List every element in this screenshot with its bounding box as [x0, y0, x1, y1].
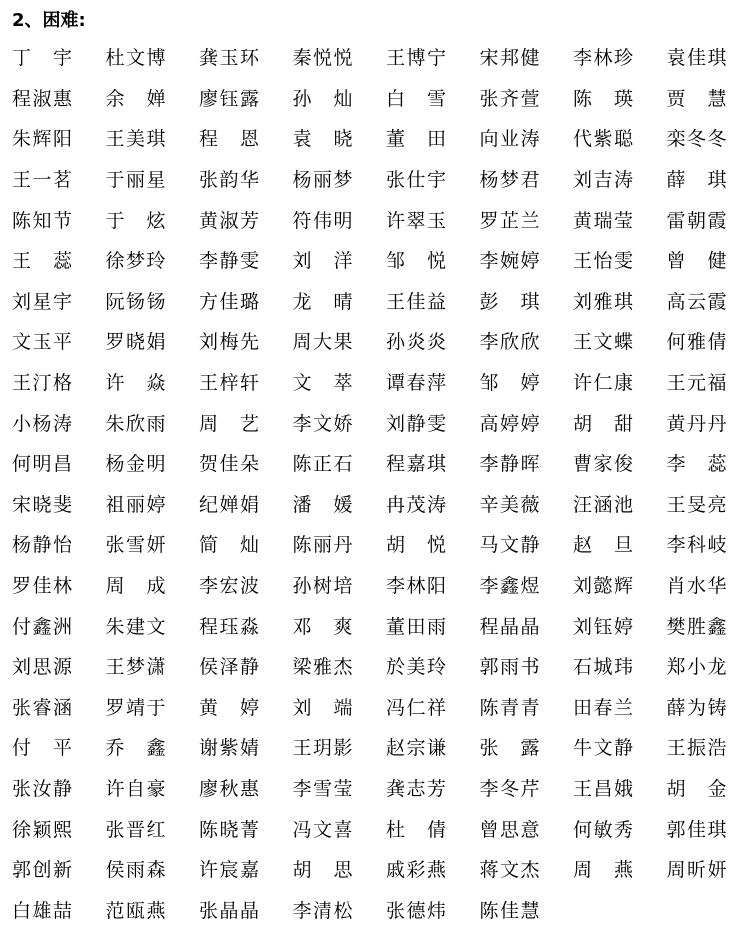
name-entry: 黄淑芳 — [199, 209, 259, 232]
name-entry: 刘雅琪 — [573, 290, 633, 313]
name-entry: 马文静 — [479, 534, 540, 557]
name-entry: 宋晓斐 — [12, 493, 72, 516]
name-entry: 王美琪 — [105, 128, 166, 151]
name-entry: 陈正石 — [292, 453, 353, 476]
name-entry: 李林阳 — [386, 575, 446, 598]
name-entry: 小杨涛 — [12, 412, 72, 435]
name-entry: 简 灿 — [199, 534, 259, 557]
name-entry: 赵宗谦 — [386, 737, 446, 760]
name-entry: 方佳璐 — [199, 290, 259, 313]
name-entry: 程 恩 — [199, 128, 259, 151]
name-entry: 王梓轩 — [199, 372, 259, 395]
name-entry: 李静雯 — [199, 250, 259, 273]
name-entry: 袁 晓 — [292, 128, 353, 151]
name-entry: 冯文喜 — [292, 818, 353, 841]
name-entry: 刘懿辉 — [573, 575, 633, 598]
name-entry: 雷朝霞 — [666, 209, 727, 232]
section-heading: 2、困难: — [12, 10, 86, 31]
name-entry: 代紫聪 — [573, 128, 633, 151]
name-entry: 何敏秀 — [573, 818, 633, 841]
name-entry: 张仕宇 — [386, 169, 446, 192]
name-entry: 王文蝶 — [573, 331, 633, 354]
name-entry: 谭春萍 — [386, 372, 446, 395]
name-entry: 杜 倩 — [386, 818, 446, 841]
name-entry: 李 蕊 — [666, 453, 727, 476]
name-entry: 孙炎炎 — [386, 331, 446, 354]
name-entry: 罗佳林 — [12, 575, 72, 598]
name-entry: 陈知节 — [12, 209, 72, 232]
name-entry: 黄丹丹 — [666, 412, 727, 435]
name-entry: 胡 悦 — [386, 534, 446, 557]
name-entry: 谢紫婧 — [199, 737, 259, 760]
name-entry: 樊胜鑫 — [666, 615, 727, 638]
name-entry: 祖丽婷 — [105, 493, 166, 516]
name-entry: 肖水华 — [666, 575, 727, 598]
name-entry: 牛文静 — [573, 737, 633, 760]
name-entry: 余 婵 — [105, 87, 166, 110]
name-entry: 张 露 — [479, 737, 540, 760]
name-entry: 陈晓菁 — [199, 818, 259, 841]
name-entry: 朱辉阳 — [12, 128, 72, 151]
name-entry: 高云霞 — [666, 290, 727, 313]
name-entry: 宋邦健 — [479, 47, 540, 70]
name-entry: 白雄喆 — [12, 899, 72, 922]
name-entry: 周 燕 — [573, 859, 633, 882]
name-entry: 曾思意 — [479, 818, 540, 841]
name-entry: 何雅倩 — [666, 331, 727, 354]
name-entry: 李林珍 — [573, 47, 633, 70]
name-entry: 范瓯燕 — [105, 899, 166, 922]
name-entry: 乔 鑫 — [105, 737, 166, 760]
name-entry: 张晋红 — [105, 818, 166, 841]
name-entry: 许自豪 — [105, 777, 166, 800]
name-entry: 刘思源 — [12, 656, 72, 679]
name-entry: 王一茗 — [12, 169, 72, 192]
name-entry: 龙 晴 — [292, 290, 353, 313]
name-entry: 李清松 — [292, 899, 353, 922]
name-entry: 程晶晶 — [479, 615, 540, 638]
name-entry: 罗晓娟 — [105, 331, 166, 354]
name-entry: 黄瑞莹 — [573, 209, 633, 232]
name-entry: 李雪莹 — [292, 777, 353, 800]
name-entry: 郭创新 — [12, 859, 72, 882]
name-entry: 王元福 — [666, 372, 727, 395]
name-entry: 邹 婷 — [479, 372, 540, 395]
name-entry: 李宏波 — [199, 575, 259, 598]
name-entry: 张睿涵 — [12, 696, 72, 719]
name-entry: 李静晖 — [479, 453, 540, 476]
name-entry: 孙 灿 — [292, 87, 353, 110]
name-entry: 罗靖于 — [105, 696, 166, 719]
name-entry: 薛为铸 — [666, 696, 727, 719]
name-entry: 李欣欣 — [479, 331, 540, 354]
name-entry: 冉茂涛 — [386, 493, 446, 516]
name-entry: 董 田 — [386, 128, 446, 151]
name-entry: 刘梅先 — [199, 331, 259, 354]
name-entry: 郑小龙 — [666, 656, 727, 679]
name-entry: 王 蕊 — [12, 250, 72, 273]
name-entry: 廖秋惠 — [199, 777, 259, 800]
name-entry: 纪婵娟 — [199, 493, 259, 516]
name-entry: 张晶晶 — [199, 899, 259, 922]
name-entry: 刘 洋 — [292, 250, 353, 273]
name-entry: 刘钰婷 — [573, 615, 633, 638]
name-entry: 刘吉涛 — [573, 169, 633, 192]
name-entry: 王怡雯 — [573, 250, 633, 273]
name-entry: 张齐萱 — [479, 87, 540, 110]
name-entry: 罗芷兰 — [479, 209, 540, 232]
name-entry: 赵 旦 — [573, 534, 633, 557]
name-entry: 何明昌 — [12, 453, 72, 476]
name-entry: 程淑惠 — [12, 87, 72, 110]
name-entry: 侯泽静 — [199, 656, 259, 679]
name-entry: 周 成 — [105, 575, 166, 598]
name-entry: 王梦潇 — [105, 656, 166, 679]
name-entry: 王佳益 — [386, 290, 446, 313]
name-entry: 石城玮 — [573, 656, 633, 679]
name-entry: 贺佳朵 — [199, 453, 259, 476]
name-entry: 於美玲 — [386, 656, 446, 679]
name-entry: 朱建文 — [105, 615, 166, 638]
name-entry: 李冬芹 — [479, 777, 540, 800]
name-entry: 向业涛 — [479, 128, 540, 151]
name-entry: 曹家俊 — [573, 453, 633, 476]
name-entry: 王玥影 — [292, 737, 353, 760]
name-entry: 周 艺 — [199, 412, 259, 435]
name-entry: 杨金明 — [105, 453, 166, 476]
name-entry: 田春兰 — [573, 696, 633, 719]
name-entry: 程珏淼 — [199, 615, 259, 638]
name-entry: 许翠玉 — [386, 209, 446, 232]
name-entry: 于丽星 — [105, 169, 166, 192]
name-entry: 辛美薇 — [479, 493, 540, 516]
name-entry: 刘星宇 — [12, 290, 72, 313]
name-entry: 杨丽梦 — [292, 169, 353, 192]
name-entry: 汪涵池 — [573, 493, 633, 516]
name-entry: 陈青青 — [479, 696, 540, 719]
name-entry: 王博宁 — [386, 47, 446, 70]
name-entry: 杜文博 — [105, 47, 166, 70]
name-entry: 程嘉琪 — [386, 453, 446, 476]
name-entry: 王昌娥 — [573, 777, 633, 800]
name-entry: 文 萃 — [292, 372, 353, 395]
name-entry: 郭雨书 — [479, 656, 540, 679]
name-entry: 王汀格 — [12, 372, 72, 395]
name-entry: 刘静雯 — [386, 412, 446, 435]
name-entry: 朱欣雨 — [105, 412, 166, 435]
name-entry: 龚志芳 — [386, 777, 446, 800]
name-entry: 符伟明 — [292, 209, 353, 232]
name-entry: 陈佳慧 — [479, 899, 540, 922]
name-entry: 许仁康 — [573, 372, 633, 395]
name-entry: 廖钰露 — [199, 87, 259, 110]
name-entry: 丁 宇 — [12, 47, 72, 70]
name-entry: 周大果 — [292, 331, 353, 354]
name-entry: 彭 琪 — [479, 290, 540, 313]
name-entry: 高婷婷 — [479, 412, 540, 435]
name-entry: 蒋文杰 — [479, 859, 540, 882]
name-entry: 胡 金 — [666, 777, 727, 800]
name-entry: 张德炜 — [386, 899, 446, 922]
name-entry: 文玉平 — [12, 331, 72, 354]
name-entry: 李鑫煜 — [479, 575, 540, 598]
name-entry: 许宸嘉 — [199, 859, 259, 882]
name-entry: 付 平 — [12, 737, 72, 760]
name-entry: 曾 健 — [666, 250, 727, 273]
name-entry: 薛 琪 — [666, 169, 727, 192]
name-list — [12, 38, 747, 931]
name-entry: 张汝静 — [12, 777, 72, 800]
name-entry: 张韵华 — [199, 169, 259, 192]
name-entry: 栾冬冬 — [666, 128, 727, 151]
name-entry: 白 雪 — [386, 87, 446, 110]
name-entry: 冯仁祥 — [386, 696, 446, 719]
name-entry: 侯雨森 — [105, 859, 166, 882]
name-entry: 阮钖钖 — [105, 290, 166, 313]
name-entry: 陈丽丹 — [292, 534, 353, 557]
name-entry: 王振浩 — [666, 737, 727, 760]
name-entry: 潘 媛 — [292, 493, 353, 516]
name-entry: 胡 甜 — [573, 412, 633, 435]
name-entry: 邹 悦 — [386, 250, 446, 273]
name-entry: 李婉婷 — [479, 250, 540, 273]
name-entry: 陈 瑛 — [573, 87, 633, 110]
name-entry: 胡 思 — [292, 859, 353, 882]
name-entry: 黄 婷 — [199, 696, 259, 719]
name-entry: 李科岐 — [666, 534, 727, 557]
name-entry: 孙树培 — [292, 575, 353, 598]
name-entry: 付鑫洲 — [12, 615, 72, 638]
name-entry: 刘 端 — [292, 696, 353, 719]
name-entry: 周昕妍 — [666, 859, 727, 882]
name-entry: 秦悦悦 — [292, 47, 353, 70]
name-entry: 许 焱 — [105, 372, 166, 395]
name-entry: 徐颖熙 — [12, 818, 72, 841]
name-entry: 梁雅杰 — [292, 656, 353, 679]
name-entry: 董田雨 — [386, 615, 446, 638]
name-entry: 邓 爽 — [292, 615, 353, 638]
name-entry: 戚彩燕 — [386, 859, 446, 882]
name-entry: 王旻亮 — [666, 493, 727, 516]
name-entry: 袁佳琪 — [666, 47, 727, 70]
name-entry: 杨静怡 — [12, 534, 72, 557]
name-entry: 贾 慧 — [666, 87, 727, 110]
name-entry: 郭佳琪 — [666, 818, 727, 841]
name-entry: 张雪妍 — [105, 534, 166, 557]
name-entry: 徐梦玲 — [105, 250, 166, 273]
name-entry: 龚玉环 — [199, 47, 259, 70]
name-entry: 杨梦君 — [479, 169, 540, 192]
name-entry: 李文娇 — [292, 412, 353, 435]
name-entry: 于 炫 — [105, 209, 166, 232]
